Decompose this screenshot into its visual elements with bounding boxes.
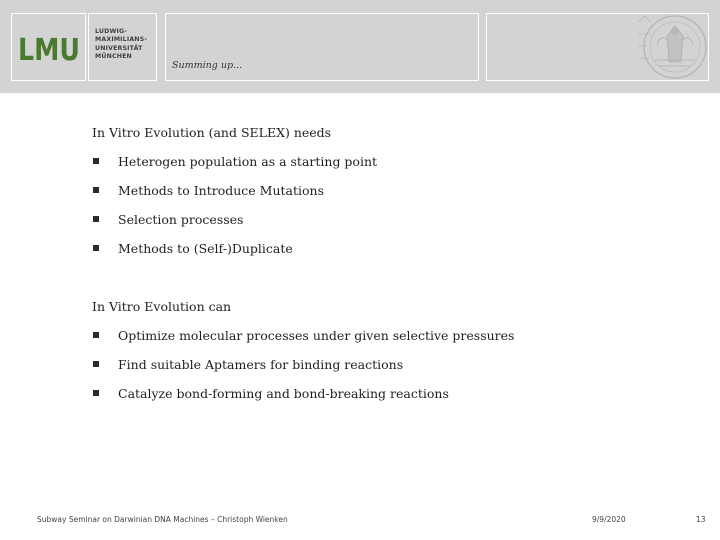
lmu-logo [18, 32, 80, 68]
footer-presentation-title: Subway Seminar on Darwinian DNA Machines – Christoph Wienken [37, 515, 288, 524]
list-item: Methods to Introduce Mutations [92, 176, 692, 205]
university-name: LUDWIG- MAXIMILIANS- UNIVERSITÄT MÜNCHEN [95, 28, 148, 60]
header-band [0, 0, 720, 93]
university-name-box [88, 13, 157, 81]
bullet-square-icon [93, 332, 99, 338]
bullet-square-icon [93, 361, 99, 367]
section-heading-can: In Vitro Evolution can [92, 299, 232, 314]
slide-content [92, 118, 692, 408]
logo-box [11, 13, 86, 81]
slide-title: Summing up... [172, 60, 243, 71]
svg-text:LMU: LMU [18, 33, 80, 68]
seal-box [486, 13, 709, 81]
title-box [165, 13, 479, 81]
footer-date: 9/9/2020 [592, 515, 626, 524]
list-item: Find suitable Aptamers for binding reactions [92, 350, 692, 379]
list-item: Optimize molecular processes under given selective pressures [92, 321, 692, 350]
needs-list [92, 147, 692, 263]
footer-page-number: 13 [696, 515, 706, 524]
can-list [92, 321, 692, 408]
bullet-square-icon [93, 245, 99, 251]
list-item: Methods to (Self-)Duplicate [92, 234, 692, 263]
section-heading-needs: In Vitro Evolution (and SELEX) needs [92, 125, 332, 140]
bullet-square-icon [93, 158, 99, 164]
bullet-square-icon [93, 216, 99, 222]
bullet-square-icon [93, 187, 99, 193]
bullet-square-icon [93, 390, 99, 396]
list-item: Selection processes [92, 205, 692, 234]
university-seal-icon [635, 14, 709, 80]
list-item: Heterogen population as a starting point [92, 147, 692, 176]
list-item: Catalyze bond-forming and bond-breaking reactions [92, 379, 692, 408]
